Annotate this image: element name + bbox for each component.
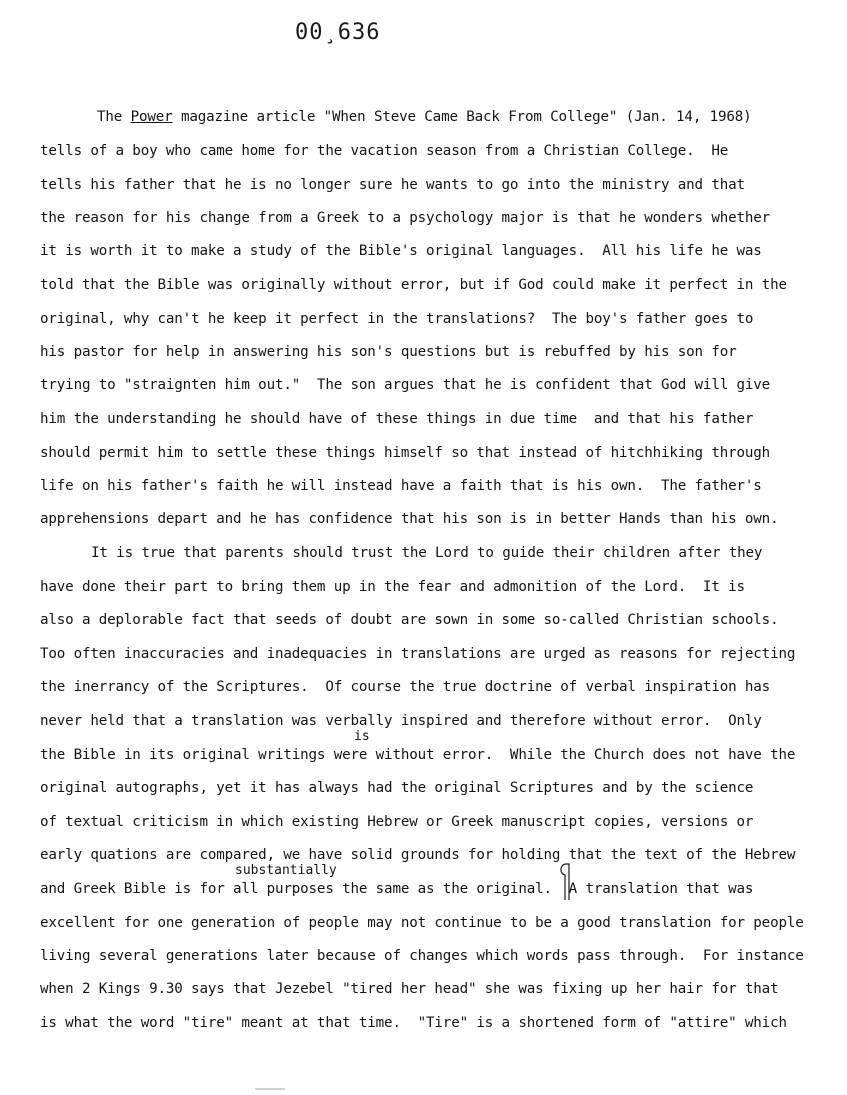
paragraph-1-line-12: life on his father's faith he will instead have a faith that is his own. The father's (40, 478, 762, 494)
paragraph-2-line-7: the Bible in its original writings were without error. While the Church does not have the (40, 747, 796, 763)
paragraph-1-line-6: told that the Bible was originally without error, but if God could make it perfect in the (40, 277, 787, 293)
paragraph-1-line-9: trying to "straignten him out." The son argues that he is confident that God will give (40, 377, 771, 393)
paragraph-1-line-8: his pastor for help in answering his son's questions but is rebuffed by his son for (40, 344, 737, 360)
insertion-substantially: substantially (235, 863, 337, 878)
paragraph-1-line-7: original, why can't he keep it perfect in the translations? The boy's father goes to (40, 311, 754, 327)
paragraph-2-line-12: excellent for one generation of people may not continue to be a good translation for people (40, 915, 804, 931)
paragraph-1-line-3: tells his father that he is no longer sure he wants to go into the ministry and that (40, 177, 745, 193)
page-number: 00¸636 (295, 20, 381, 45)
paragraph-2-line-10: early quations are compared, we have solid grounds for holding that the text of the Hebrew (40, 847, 796, 863)
paragraph-1-line-11: should permit him to settle these things himself so that instead of hitchhiking through (40, 445, 771, 461)
paragraph-2-line-15: is what the word "tire" meant at that time. "Tire" is a shortened form of "attire" which (40, 1015, 787, 1031)
paragraph-2-line-14: when 2 Kings 9.30 says that Jezebel "tired her head" she was fixing up her hair for that (40, 981, 779, 997)
line-1-prefix: The (97, 109, 131, 125)
paragraph-2-line-8: original autographs, yet it has always had the original Scriptures and by the science (40, 780, 754, 796)
paragraph-1-line-2: tells of a boy who came home for the vacation season from a Christian College. He (40, 143, 729, 159)
paragraph-2-line-1: It is true that parents should trust the Lord to guide their children after they (91, 545, 763, 561)
paragraph-2-line-6: never held that a translation was verbally inspired and therefore without error. Only (40, 713, 762, 729)
power-magazine-title: Power (130, 109, 173, 125)
paragraph-2-line-2: have done their part to bring them up in the fear and admonition of the Lord. It is (40, 579, 745, 595)
paragraph-2-line-13: living several generations later because of changes which words pass through. For instance (40, 948, 804, 964)
paragraph-mark-icon (556, 862, 576, 902)
paragraph-1-line-5: it is worth it to make a study of the Bible's original languages. All his life he was (40, 243, 762, 259)
insertion-is: is (354, 729, 370, 744)
scan-speck (255, 1088, 285, 1090)
paragraph-2-line-4: Too often inaccuracies and inadequacies in translations are urged as reasons for rejecting (40, 646, 796, 662)
paragraph-1-line-4: the reason for his change from a Greek to a psychology major is that he wonders whether (40, 210, 771, 226)
paragraph-1-line-1 (97, 108, 752, 126)
paragraph-2-line-5: the inerrancy of the Scriptures. Of course the true doctrine of verbal inspiration has (40, 679, 771, 695)
paragraph-2-line-3: also a deplorable fact that seeds of doubt are sown in some so-called Christian schools. (40, 612, 779, 628)
paragraph-2-line-9: of textual criticism in which existing Hebrew or Greek manuscript copies, versions or (40, 814, 754, 830)
paragraph-1-line-10: him the understanding he should have of these things in due time and that his father (40, 411, 754, 427)
paragraph-2-line-11: and Greek Bible is for all purposes the same as the original. A translation that was (40, 881, 754, 897)
paragraph-1-line-13: apprehensions depart and he has confidence that his son is in better Hands than his own. (40, 511, 779, 527)
line-1-suffix: magazine article "When Steve Came Back From College" (Jan. 14, 1968) (172, 109, 752, 125)
